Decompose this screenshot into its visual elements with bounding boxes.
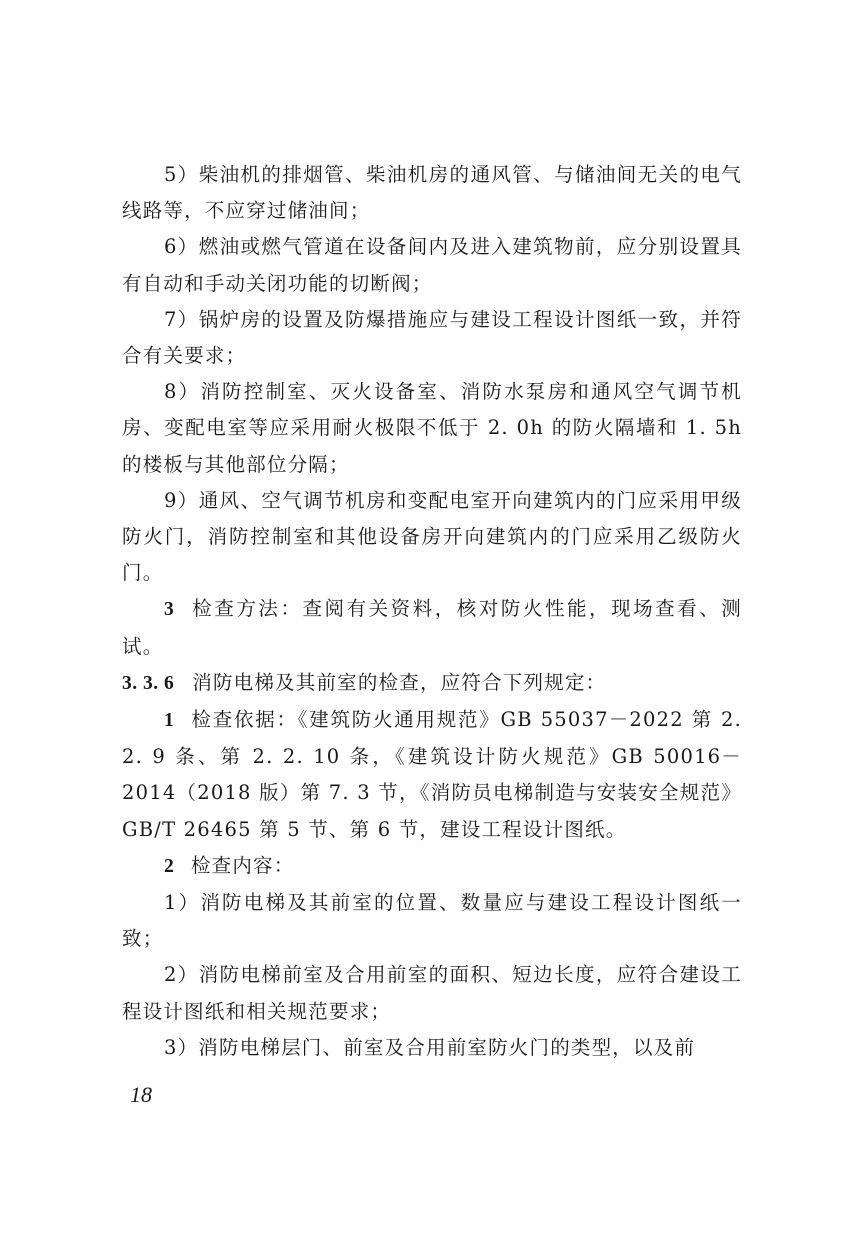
inspection-method-number: 3	[164, 599, 175, 621]
inspection-basis	[122, 702, 742, 848]
inspection-content	[122, 848, 742, 885]
item-5: 5）柴油机的排烟管、柴油机房的通风管、与储油间无关的电气线路等，不应穿过储油间；	[122, 163, 742, 223]
item-6: 6）燃油或燃气管道在设备间内及进入建筑物前，应分别设置具有自动和手动关闭功能的切断阀；	[122, 235, 742, 295]
clause-title: 消防电梯及其前室的检查，应符合下列规定：	[192, 670, 607, 694]
inspection-content-number: 2	[164, 855, 175, 877]
clause-3-3-6	[122, 665, 742, 702]
content-item-1: 1）消防电梯及其前室的位置、数量应与建设工程设计图纸一致；	[122, 891, 742, 951]
item-9: 9）通风、空气调节机房和变配电室开向建筑内的门应采用甲级防火门，消防控制室和其他设备房开向建筑内的门应采用乙级防火门。	[122, 488, 742, 585]
inspection-basis-text: 检查依据：《建筑防火通用规范》GB 55037－2022 第 2. 2. 9 条、第 2. 2. 10 条，《建筑设计防火规范》GB 50016－2014（2018 版）第 7. 3 节，《消防员电梯制造与安装安全规范》GB/T 26465 第 5 节、第 6 节，建设工程设计图纸。	[122, 708, 742, 841]
clause-number: 3. 3. 6	[122, 672, 175, 694]
inspection-basis-number: 1	[164, 710, 175, 732]
item-8: 8）消防控制室、灭火设备室、消防水泵房和通风空气调节机房、变配电室等应采用耐火极限不低于 2. 0h 的防火隔墙和 1. 5h 的楼板与其他部位分隔；	[122, 380, 742, 476]
body-text	[122, 157, 742, 1066]
content-item-3: 3）消防电梯层门、前室及合用前室防火门的类型，以及前	[164, 1035, 696, 1059]
content-item-2: 2）消防电梯前室及合用前室的面积、短边长度，应符合建设工程设计图纸和相关规范要求；	[122, 963, 742, 1023]
inspection-method	[122, 591, 742, 664]
page-number: 18	[130, 1082, 152, 1107]
inspection-method-text: 检查方法：查阅有关资料，核对防火性能，现场查看、测试。	[122, 597, 742, 658]
inspection-content-text: 检查内容：	[190, 853, 295, 877]
item-7: 7）锅炉房的设置及防爆措施应与建设工程设计图纸一致，并符合有关要求；	[122, 307, 742, 368]
